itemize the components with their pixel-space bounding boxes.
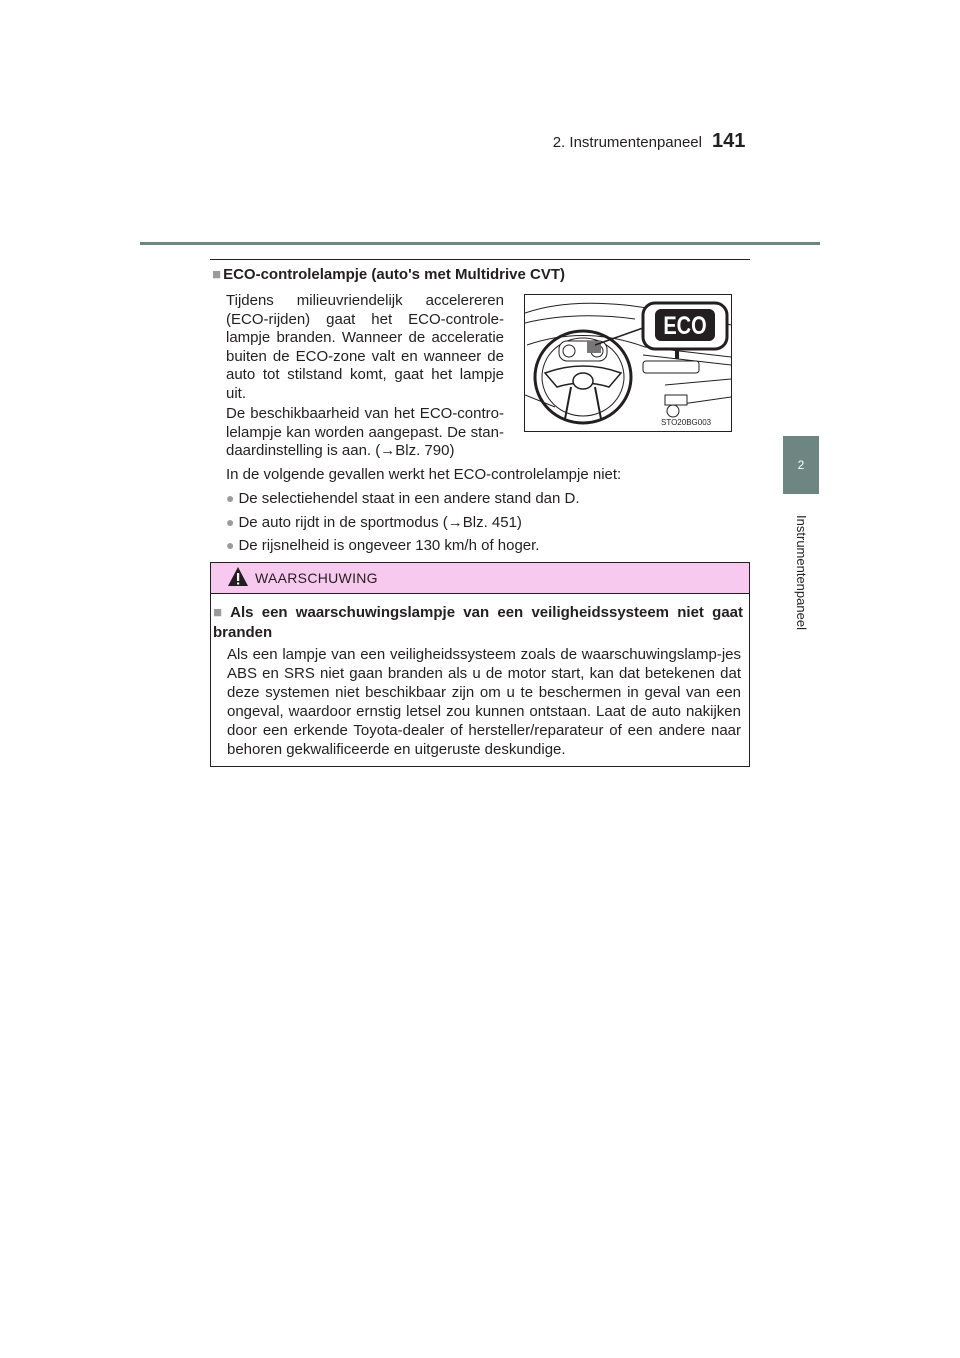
list-item-text: De selectiehendel staat in een andere stand dan D. — [238, 490, 580, 507]
chapter-label: Instrumentenpaneel — [793, 514, 809, 630]
square-bullet-icon: ■ — [213, 604, 227, 621]
header-section-title: 2. Instrumentenpaneel — [552, 134, 702, 151]
header-rule — [140, 242, 820, 245]
dashboard-illustration — [524, 294, 732, 432]
paragraph-availability: De beschikbaarheid van het ECO-contro-lelampje kan worden aangepast. De stan-daardinstelling is aan. (→Blz. 790) — [226, 405, 504, 459]
figure-code: STO20BG003 — [661, 418, 712, 427]
warning-label: WAARSCHUWING — [255, 570, 378, 586]
bullet-icon: ● — [226, 490, 235, 506]
list-item-text: De rijsnelheid is ongeveer 130 km/h of hoger. — [238, 537, 540, 554]
warning-heading-text: Als een waarschuwingslampje van een veiligheidssysteem niet gaat branden — [213, 604, 744, 641]
section-rule — [210, 259, 750, 260]
list-item — [226, 514, 522, 531]
intro-line: In de volgende gevallen werkt het ECO-controlelampje niet: — [226, 466, 622, 483]
section-heading-text: ECO-controlelampje (auto's met Multidrive CVT) — [223, 266, 566, 283]
paragraph-eco-driving: Tijdens milieuvriendelijk accelereren (ECO-rijden) gaat het ECO-controle-lampje branden. Wanneer de acceleratie buiten de ECO-zone valt en wanneer de auto tot stilstand komt, gaat het lampje uit. — [226, 292, 504, 402]
warning-box — [210, 562, 750, 767]
warning-text: Als een lampje van een veiligheidssysteem zoals de waarschuwingslamp-jes ABS en SRS niet gaan branden als u de motor start, kan dat betekenen dat deze systemen niet beschikbaar zijn om u te beschermen in geval van een ongeval, waardoor ernstig letsel zou kunnen ontstaan. Laat de auto nakijken door een erkende Toyota-dealer of hersteller/reparateur of een andere naar behoren gekwalificeerde en uitgeruste deskundige. — [227, 646, 741, 758]
warning-heading — [213, 603, 743, 643]
chapter-tab — [783, 436, 819, 494]
list-item-text: De auto rijdt in de sportmodus (→Blz. 451) — [238, 514, 522, 531]
list-item — [226, 537, 539, 554]
section-heading — [212, 266, 565, 283]
warning-triangle-icon — [227, 566, 249, 588]
chapter-side-label — [785, 502, 817, 642]
list-item — [226, 490, 580, 507]
square-bullet-icon: ■ — [212, 266, 222, 283]
page-number: 141 — [712, 130, 746, 152]
eco-indicator-label: ECO — [663, 312, 707, 340]
bullet-icon: ● — [226, 537, 235, 553]
bullet-icon: ● — [226, 514, 235, 530]
warning-header — [211, 563, 749, 594]
chapter-number: 2 — [797, 458, 805, 472]
